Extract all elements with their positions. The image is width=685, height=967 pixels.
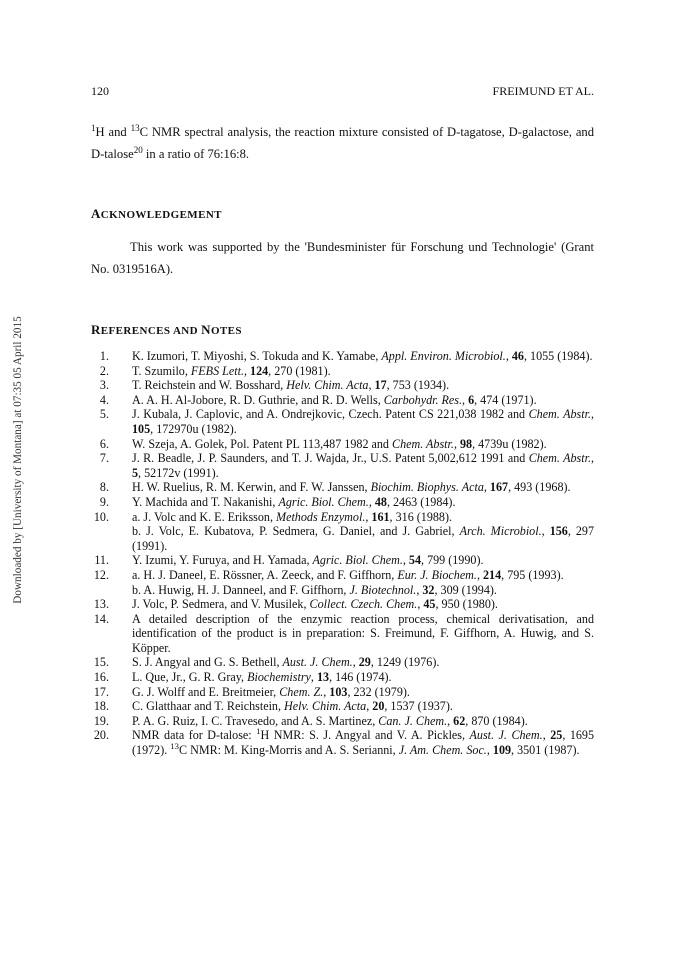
- volume: 103: [329, 684, 348, 699]
- ref-text: , 493 (1968).: [508, 480, 571, 495]
- journal: Helv. Chim. Acta: [284, 699, 367, 714]
- journal: Chem. Abstr.: [528, 451, 591, 466]
- reference-number: 19.: [93, 713, 109, 728]
- text: in a ratio of 76:16:8.: [142, 147, 250, 161]
- journal: Biochim. Biophys. Acta: [370, 480, 484, 495]
- ref-text: ,: [447, 713, 454, 728]
- journal: Chem. Abstr.: [528, 407, 591, 422]
- reference-item: [91, 568, 594, 597]
- reference-number: 5.: [99, 407, 109, 422]
- ref-text: , 309 (1994).: [434, 582, 497, 597]
- small-caps-d: D: [91, 147, 101, 161]
- volume: 167: [489, 480, 509, 495]
- page-number: 120: [91, 84, 109, 98]
- ref-text: , 1695 (1972).: [132, 728, 595, 758]
- ref-text: , 297 (1991).: [132, 524, 595, 553]
- ref-text: , 270 (1981).: [268, 363, 331, 378]
- ref-text: C NMR: M. King-Morris and A. S. Serianni,: [179, 743, 399, 758]
- ref-text: ,: [323, 684, 330, 699]
- reference-number: 6.: [99, 436, 109, 451]
- journal: J. Biotechnol.: [349, 582, 417, 597]
- journal: Chem. Abstr.: [392, 436, 454, 451]
- ref-text: , 1055 (1984).: [523, 349, 593, 363]
- reference-item: [91, 714, 594, 729]
- volume: 29: [358, 655, 371, 670]
- ref-text: Y. Izumi, Y. Furuya, and H. Yamada,: [132, 553, 313, 568]
- reference-item: [91, 510, 594, 554]
- journal: Methods Enzymol.: [276, 509, 366, 524]
- ref-text: P. A. G. Ruiz, I. C. Travesedo, and A. S. Martinez,: [132, 713, 379, 728]
- reference-subitem: [132, 524, 594, 553]
- reference-item: [91, 699, 594, 714]
- ref-text: ,: [368, 378, 375, 393]
- ref-text: ,: [402, 553, 409, 568]
- volume: 13: [316, 670, 330, 685]
- ref-text: -talose:: [216, 728, 257, 743]
- ref-text: ,: [476, 567, 483, 582]
- ref-text: , 232 (1979).: [347, 684, 410, 699]
- reference-number: 15.: [93, 655, 109, 670]
- ref-text: ,: [417, 597, 424, 612]
- ref-text: , 753 (1934).: [386, 378, 450, 393]
- reference-number: 2.: [99, 363, 109, 378]
- heading-initial: A: [91, 206, 101, 221]
- reference-subitem: [132, 583, 594, 598]
- ref-text: , 1249 (1976).: [370, 655, 440, 670]
- ref-text: , 950 (1980).: [435, 597, 498, 612]
- ref-text: , 52172v (1991).: [138, 465, 219, 480]
- reference-number: 18.: [93, 699, 109, 714]
- text: H and: [95, 125, 131, 139]
- ref-text: H NMR: S. J. Angyal and V. A. Pickles,: [260, 728, 470, 743]
- reference-number: 9.: [99, 494, 109, 509]
- heading-part: OTES: [210, 325, 242, 337]
- reference-item: [91, 480, 594, 495]
- reference-number: 1.: [99, 349, 109, 363]
- ref-text: A detailed description of the enzymic reaction process, chemical derivatisation, and identification of the product is in preparation: S. Freimund, F. Giffhorn, A. Huwig, and S. Köpper.: [132, 611, 594, 655]
- journal: Carbohydr. Res.: [383, 392, 463, 407]
- volume: 32: [422, 582, 435, 597]
- reference-number: 14.: [93, 611, 109, 626]
- volume: 5: [132, 465, 139, 480]
- superscript: 13: [130, 122, 140, 133]
- ref-text: ,: [366, 699, 373, 714]
- ref-text: Y. Machida and T. Nakanishi,: [132, 494, 279, 509]
- ref-text: , 2463 (1984).: [386, 494, 456, 509]
- ref-text: T. Reichstein and W. Bosshard,: [132, 378, 287, 393]
- ref-text: S. J. Angyal and G. S. Bethell,: [132, 655, 283, 670]
- heading-initial: N: [201, 322, 211, 337]
- volume: 17: [374, 378, 387, 393]
- superscript: 13: [170, 741, 179, 751]
- heading-part: EFERENCES AND: [100, 325, 202, 337]
- reference-number: 7.: [99, 451, 109, 466]
- volume: 25: [550, 728, 563, 743]
- small-caps-d: D: [508, 125, 518, 139]
- volume: 6: [468, 392, 475, 407]
- journal: Collect. Czech. Chem.: [309, 597, 418, 612]
- text: -galactose, and: [517, 125, 595, 139]
- reference-number: 8.: [99, 480, 109, 495]
- ref-text: b. A. Huwig, H. J. Danneel, and F. Giffhorn,: [132, 582, 350, 597]
- journal: Can. J. Chem.: [378, 713, 448, 728]
- ref-text: ,: [368, 494, 375, 509]
- volume: 98: [459, 436, 473, 451]
- reference-number: 12.: [93, 567, 109, 582]
- acknowledgement-heading: [91, 206, 222, 222]
- reference-item: [91, 597, 594, 612]
- ref-text: ,: [542, 728, 551, 743]
- volume: 45: [423, 597, 436, 612]
- ref-text: H. W. Ruelius, R. M. Kerwin, and F. W. Janssen,: [132, 480, 371, 495]
- ref-text: ,: [541, 524, 550, 539]
- reference-number: 11.: [94, 553, 109, 568]
- ref-text: T. Szumilo,: [132, 363, 191, 378]
- volume: 48: [374, 494, 387, 509]
- superscript: 1: [256, 726, 261, 737]
- journal: Eur. J. Biochem.: [397, 567, 477, 582]
- ref-text: ,: [243, 363, 251, 378]
- ref-text: , 146 (1974).: [329, 670, 392, 685]
- reference-item: [91, 655, 594, 670]
- ref-text: L. Que, Jr., G. R. Gray,: [132, 670, 248, 685]
- ref-text: ,: [365, 509, 372, 524]
- ref-text: ,: [310, 670, 317, 685]
- results-paragraph: [91, 121, 594, 165]
- ref-text: a. H. J. Daneel, E. Rössner, A. Zeeck, and F. Giffhorn,: [132, 567, 398, 582]
- small-caps-d: D: [447, 125, 457, 139]
- ref-text: ,: [416, 582, 423, 597]
- ref-text: , 316 (1988).: [389, 509, 453, 524]
- journal: Appl. Environ. Microbiol.: [381, 349, 506, 363]
- ref-text: ,: [462, 392, 469, 407]
- volume: 161: [371, 509, 390, 524]
- ref-text: , 1537 (1937).: [384, 699, 453, 714]
- journal: Arch. Microbiol.: [459, 524, 542, 539]
- ref-text: a. J. Volc and K. E. Eriksson,: [132, 509, 276, 524]
- journal: Helv. Chim. Acta: [286, 378, 369, 393]
- volume: 109: [492, 743, 512, 758]
- ref-text: ,: [453, 436, 460, 451]
- volume: 214: [483, 567, 502, 582]
- reference-item: [91, 451, 594, 480]
- journal: Agric. Biol. Chem.: [312, 553, 403, 568]
- ref-text: , 870 (1984).: [465, 713, 528, 728]
- reference-item: [91, 349, 594, 364]
- reference-item: [91, 728, 594, 757]
- ref-text: , 799 (1990).: [421, 553, 484, 568]
- page-header: [91, 84, 594, 102]
- reference-item: [91, 612, 594, 656]
- ref-text: W. Szeja, A. Golek, Pol. Patent PL 113,487 1982 and: [132, 436, 392, 451]
- journal: FEBS Lett.: [190, 363, 244, 378]
- volume: 54: [408, 553, 422, 568]
- reference-item: [91, 378, 594, 393]
- text: -tagatose,: [456, 125, 509, 139]
- ref-text: ,: [590, 451, 595, 466]
- journal: J. Am. Chem. Soc.: [398, 743, 487, 758]
- journal: Aust. J. Chem.: [469, 728, 543, 743]
- ref-text: , 4739u (1982).: [472, 436, 547, 451]
- reference-number: 16.: [93, 670, 109, 685]
- ref-text: G. J. Wolff and E. Breitmeier,: [132, 684, 280, 699]
- journal: Chem. Z.: [279, 684, 324, 699]
- ref-text: J. Kubala, J. Caplovic, and A. Ondrejkovic, Czech. Patent CS 221,038 1982 and: [132, 407, 529, 422]
- ref-text: ,: [483, 480, 490, 495]
- journal: Aust. J. Chem.: [282, 655, 353, 670]
- small-caps-d: D: [207, 728, 217, 743]
- reference-number: 10.: [93, 509, 109, 524]
- reference-item: [91, 393, 594, 408]
- volume: 46: [511, 349, 524, 363]
- volume: 20: [372, 699, 385, 714]
- ref-text: J. R. Beadle, J. P. Saunders, and T. J. Wajda, Jr., U.S. Patent 5,002,612 1991 and: [132, 451, 529, 466]
- reference-number: 17.: [93, 684, 109, 699]
- volume: 124: [250, 363, 269, 378]
- reference-number: 20.: [93, 728, 109, 743]
- download-watermark: Downloaded by [University of Montana] at 07:35 05 April 2015: [12, 316, 24, 604]
- ref-text: ,: [486, 743, 493, 758]
- ref-text: , 795 (1993).: [501, 567, 564, 582]
- volume: 62: [453, 713, 466, 728]
- running-head: FREIMUND ET AL.: [492, 84, 594, 98]
- reference-item: [91, 685, 594, 700]
- reference-list: [91, 349, 594, 758]
- ref-text: ,: [352, 655, 359, 670]
- reference-item: [91, 670, 594, 685]
- ref-text: ,: [590, 407, 594, 422]
- reference-number: 4.: [99, 392, 109, 407]
- reference-number: 13.: [93, 597, 109, 612]
- volume: 156: [549, 524, 568, 539]
- reference-item: [91, 553, 594, 568]
- journal: Biochemistry: [247, 670, 311, 685]
- reference-item: [91, 407, 594, 436]
- superscript: 1: [91, 122, 96, 133]
- reference-marker: 20: [133, 144, 143, 155]
- ref-text: , 3501 (1987).: [511, 743, 580, 758]
- heading-initial: R: [91, 322, 101, 337]
- ref-text: J. Volc, P. Sedmera, and V. Musilek,: [132, 597, 310, 612]
- reference-item: [91, 437, 594, 452]
- ref-text: A. A. H. Al-Jobore, R. D. Guthrie, and R. D. Wells,: [132, 392, 384, 407]
- reference-number: 3.: [99, 378, 109, 393]
- ref-text: NMR data for: [132, 728, 208, 743]
- text: C NMR spectral analysis, the reaction mixture consisted of: [139, 125, 448, 139]
- volume: 105: [132, 421, 151, 436]
- heading-rest: CKNOWLEDGEMENT: [100, 209, 222, 221]
- ref-text: C. Glatthaar and T. Reichstein,: [132, 699, 285, 714]
- ref-text: , 474 (1971).: [474, 392, 537, 407]
- ref-text: , 172970u (1982).: [150, 421, 237, 436]
- text: -talose: [100, 147, 134, 161]
- ref-text: b. J. Volc, E. Kubatova, P. Sedmera, G. Daniel, and J. Gabriel,: [132, 524, 460, 539]
- reference-item: [91, 495, 594, 510]
- journal: Agric. Biol. Chem.: [278, 494, 369, 509]
- ref-text: K. Izumori, T. Miyoshi, S. Tokuda and K. Yamabe,: [132, 349, 382, 363]
- reference-item: [91, 364, 594, 379]
- references-heading: [91, 322, 242, 338]
- ref-text: ,: [505, 349, 512, 363]
- acknowledgement-text: This work was supported by the 'Bundesminister für Forschung und Technologie' (Grant No. 0319516A).: [91, 240, 594, 276]
